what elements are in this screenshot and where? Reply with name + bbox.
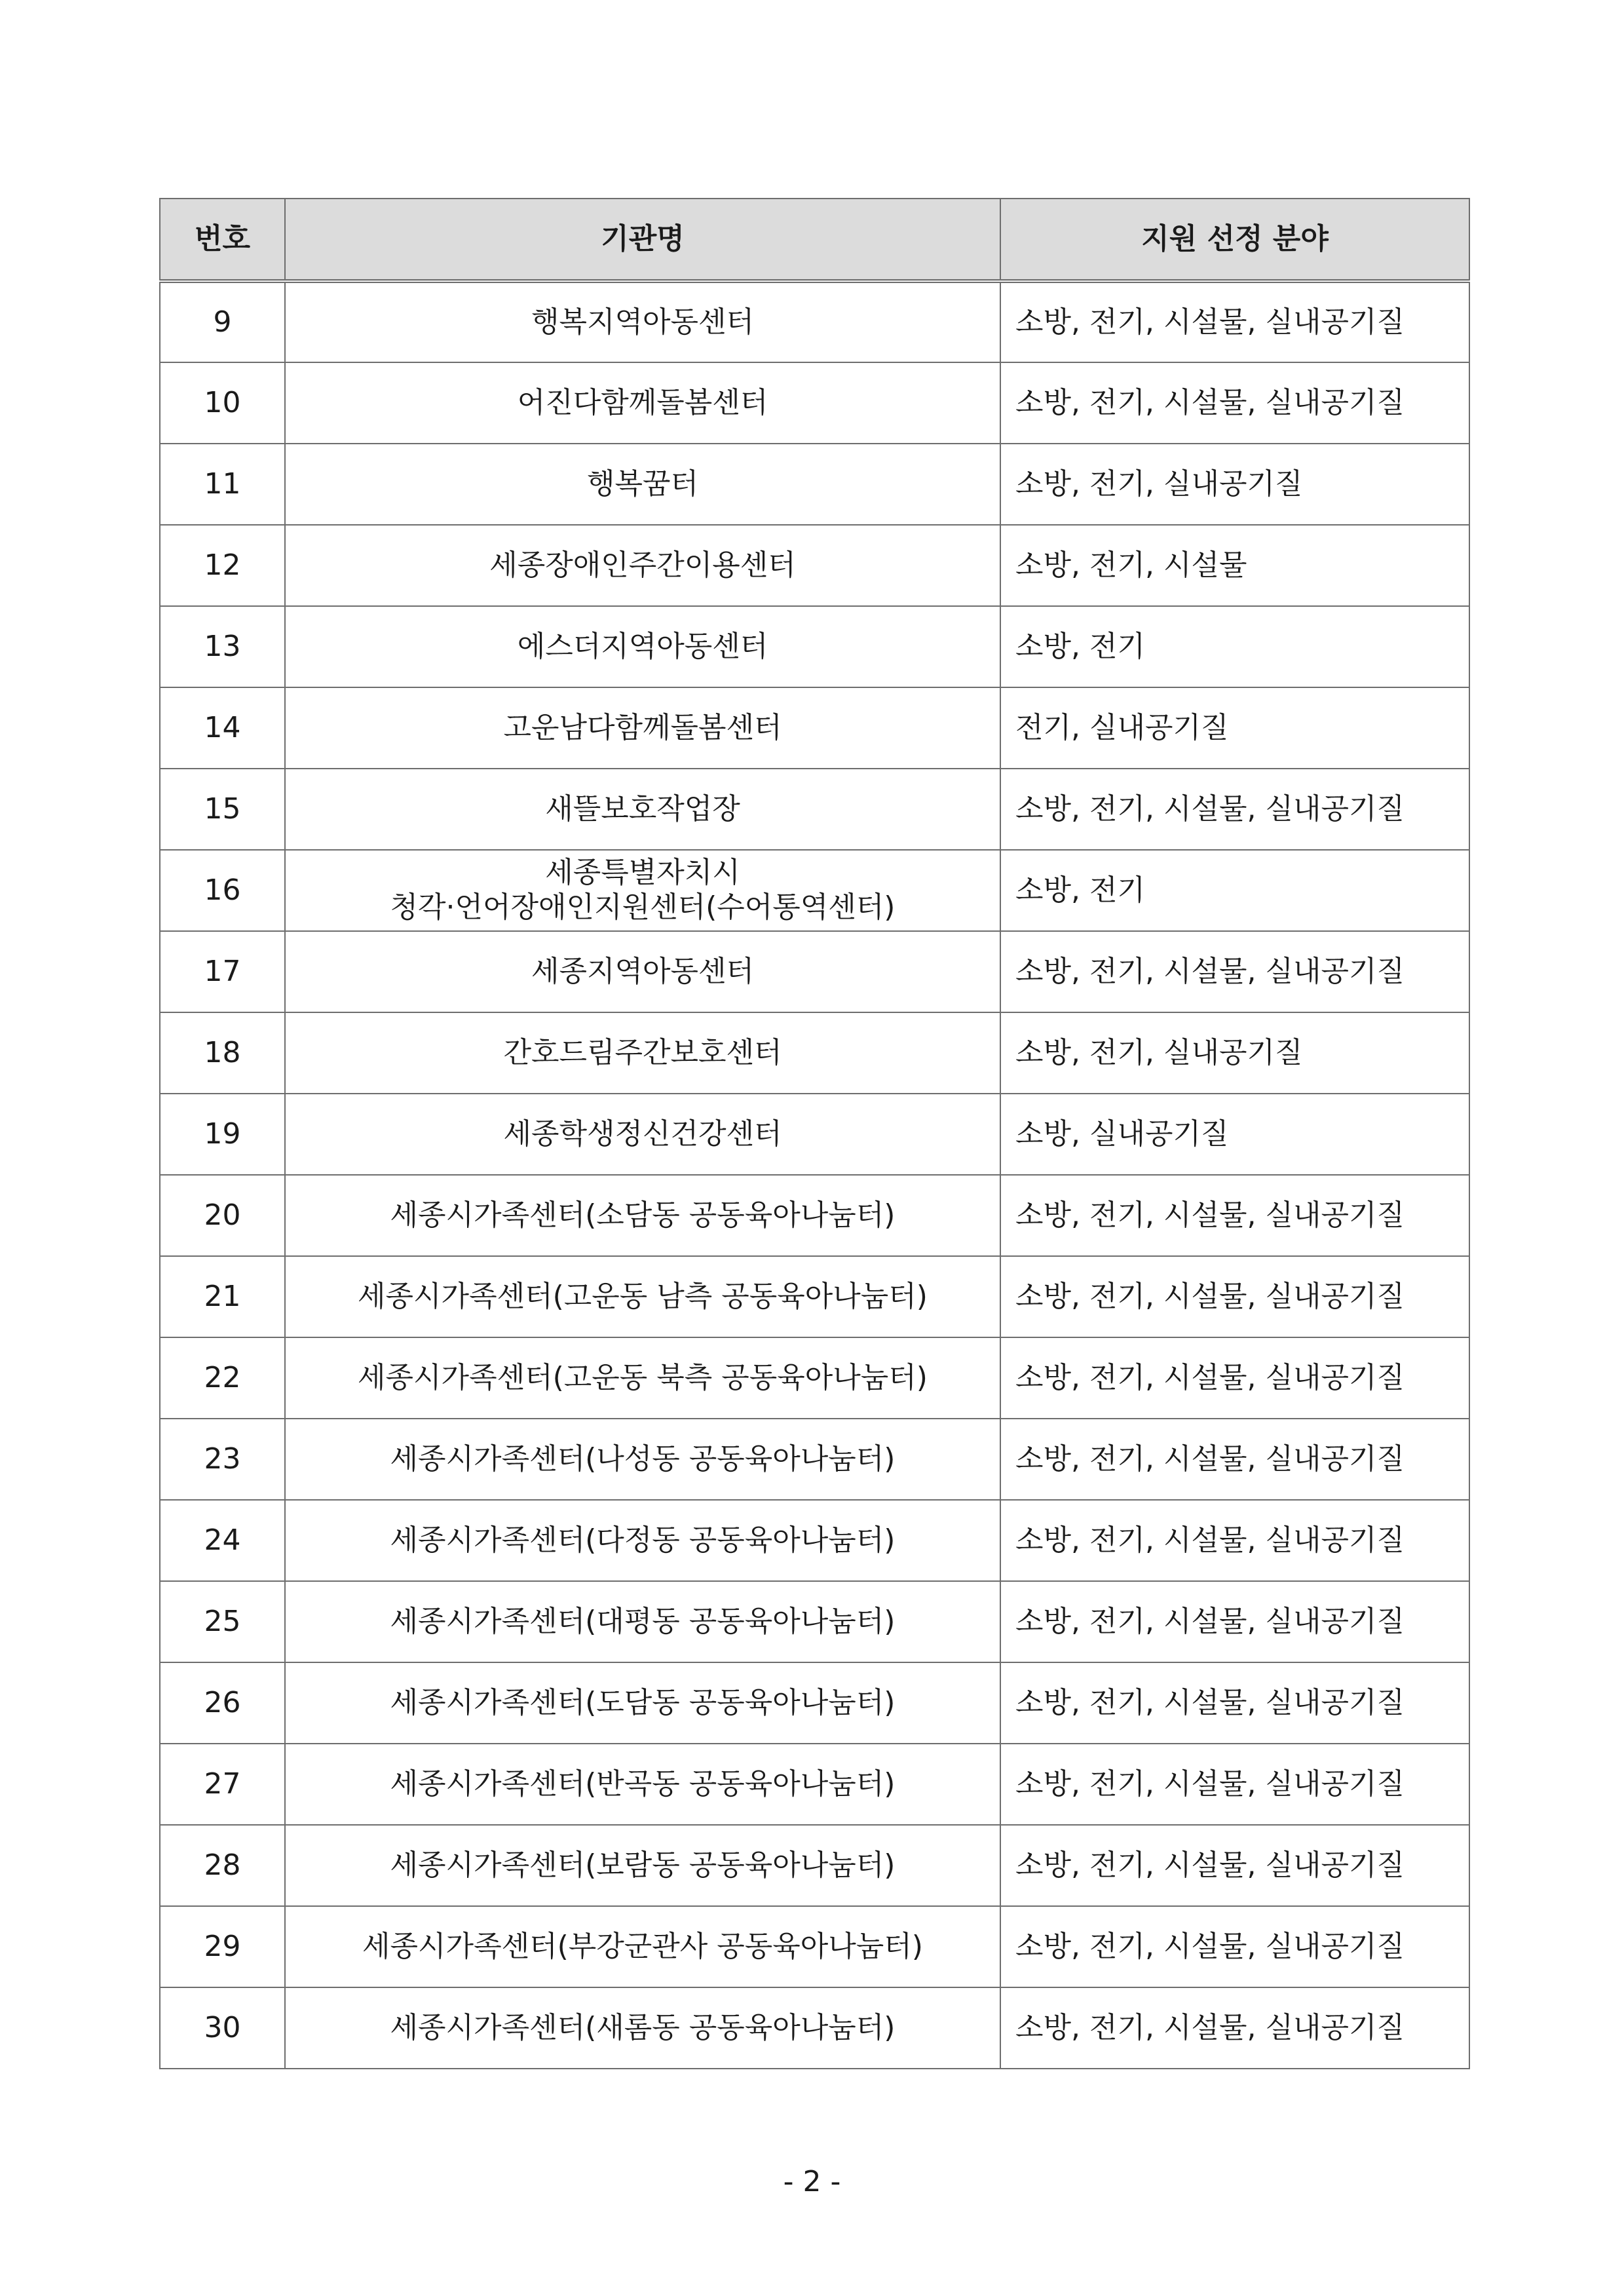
- table-row: [160, 1094, 1469, 1175]
- table-row: [160, 850, 1469, 931]
- institution-name-line: 행복꿈터: [586, 467, 698, 501]
- table-row: [160, 1012, 1469, 1094]
- table-row: [160, 1581, 1469, 1662]
- institution-name-line: 세종학생정신건강센터: [503, 1117, 782, 1151]
- institution-name-line: 세종시가족센터(새롬동 공동육아나눔터): [390, 2010, 896, 2044]
- table-row: [160, 1175, 1469, 1256]
- institution-name: [285, 769, 1000, 850]
- row-number: 20: [160, 1175, 285, 1256]
- table-row: [160, 281, 1469, 362]
- table-row: [160, 1256, 1469, 1337]
- header-institution: 기관명: [285, 199, 1000, 281]
- row-number: 19: [160, 1094, 285, 1175]
- row-number: 9: [160, 281, 285, 362]
- table-row: [160, 525, 1469, 606]
- support-field: 소방, 전기, 실내공기질: [1000, 1012, 1469, 1094]
- row-number: 29: [160, 1906, 285, 1987]
- row-number: 16: [160, 850, 285, 931]
- institution-name-line: 세종시가족센터(다정동 공동육아나눔터): [390, 1523, 896, 1557]
- institution-name-line: 어진다함께돌봄센터: [517, 385, 768, 419]
- support-field: 전기, 실내공기질: [1000, 687, 1469, 769]
- row-number: 21: [160, 1256, 285, 1337]
- row-number: 11: [160, 444, 285, 525]
- institution-name: [285, 1744, 1000, 1825]
- table-row: [160, 1906, 1469, 1987]
- support-field: 소방, 전기, 시설물, 실내공기질: [1000, 931, 1469, 1012]
- row-number: 10: [160, 362, 285, 444]
- table-row: [160, 1825, 1469, 1906]
- table-header: [160, 199, 1469, 281]
- institution-name-line: 세종특별자치시: [545, 856, 740, 890]
- row-number: 27: [160, 1744, 285, 1825]
- institution-name: [285, 1987, 1000, 2069]
- institution-name-line: 세종장애인주간이용센터: [489, 548, 796, 582]
- support-field: 소방, 전기, 시설물, 실내공기질: [1000, 1500, 1469, 1581]
- support-field: 소방, 전기, 시설물: [1000, 525, 1469, 606]
- institution-name: [285, 1419, 1000, 1500]
- table-row: [160, 1500, 1469, 1581]
- institution-name-line: 에스더지역아동센터: [517, 629, 768, 663]
- institution-name-line: 간호드림주간보호센터: [503, 1035, 782, 1069]
- institution-name: [285, 281, 1000, 362]
- institution-name: [285, 1094, 1000, 1175]
- institution-name: [285, 1581, 1000, 1662]
- row-number: 26: [160, 1662, 285, 1744]
- institution-name-line: 세종시가족센터(대평동 공동육아나눔터): [390, 1604, 896, 1638]
- row-number: 15: [160, 769, 285, 850]
- institution-name: [285, 1825, 1000, 1906]
- institution-name: [285, 1012, 1000, 1094]
- institution-name: [285, 931, 1000, 1012]
- support-field: 소방, 전기, 시설물, 실내공기질: [1000, 1662, 1469, 1744]
- institution-name: [285, 606, 1000, 687]
- support-field: 소방, 전기, 시설물, 실내공기질: [1000, 1581, 1469, 1662]
- support-selection-table: [159, 198, 1470, 2069]
- institution-name: [285, 687, 1000, 769]
- institution-name-line: 세종지역아동센터: [531, 954, 755, 988]
- row-number: 17: [160, 931, 285, 1012]
- table-row: [160, 606, 1469, 687]
- table-row: [160, 931, 1469, 1012]
- row-number: 22: [160, 1337, 285, 1419]
- support-field: 소방, 전기, 시설물, 실내공기질: [1000, 1175, 1469, 1256]
- institution-name: [285, 525, 1000, 606]
- row-number: 18: [160, 1012, 285, 1094]
- row-number: 12: [160, 525, 285, 606]
- institution-name-line: 청각·언어장애인지원센터(수어통역센터): [390, 890, 896, 924]
- institution-name: [285, 1175, 1000, 1256]
- table-row: [160, 362, 1469, 444]
- table-body: [160, 281, 1469, 2069]
- table-row: [160, 687, 1469, 769]
- header-number: 번호: [160, 199, 285, 281]
- institution-name-line: 세종시가족센터(보람동 공동육아나눔터): [390, 1848, 896, 1882]
- institution-name-line: 세종시가족센터(반곡동 공동육아나눔터): [390, 1767, 896, 1801]
- support-field: 소방, 전기, 시설물, 실내공기질: [1000, 1419, 1469, 1500]
- support-field: 소방, 전기: [1000, 606, 1469, 687]
- row-number: 23: [160, 1419, 285, 1500]
- support-field: 소방, 전기, 시설물, 실내공기질: [1000, 769, 1469, 850]
- institution-name: [285, 850, 1000, 931]
- support-field: 소방, 전기, 시설물, 실내공기질: [1000, 281, 1469, 362]
- institution-name-line: 세종시가족센터(도담동 공동육아나눔터): [390, 1685, 896, 1719]
- row-number: 14: [160, 687, 285, 769]
- support-field: 소방, 전기, 시설물, 실내공기질: [1000, 1337, 1469, 1419]
- row-number: 25: [160, 1581, 285, 1662]
- institution-name-line: 고운남다함께돌봄센터: [503, 710, 782, 744]
- support-field: 소방, 전기, 시설물, 실내공기질: [1000, 1987, 1469, 2069]
- table-row: [160, 1987, 1469, 2069]
- institution-name: [285, 1906, 1000, 1987]
- institution-name-line: 세종시가족센터(나성동 공동육아나눔터): [390, 1442, 896, 1476]
- institution-name: [285, 1337, 1000, 1419]
- institution-name-line: 새뜰보호작업장: [545, 792, 740, 826]
- institution-name: [285, 1662, 1000, 1744]
- institution-name: [285, 1256, 1000, 1337]
- table-row: [160, 1337, 1469, 1419]
- institution-name-line: 세종시가족센터(고운동 북측 공동육아나눔터): [358, 1360, 928, 1394]
- table-row: [160, 444, 1469, 525]
- table-row: [160, 1744, 1469, 1825]
- institution-name: [285, 1500, 1000, 1581]
- header-row: [160, 199, 1469, 281]
- institution-name-line: 세종시가족센터(소담동 공동육아나눔터): [390, 1198, 896, 1232]
- institution-name-line: 행복지역아동센터: [531, 305, 755, 339]
- institution-name-line: 세종시가족센터(고운동 남측 공동육아나눔터): [358, 1279, 928, 1313]
- support-field: 소방, 전기, 실내공기질: [1000, 444, 1469, 525]
- support-field: 소방, 실내공기질: [1000, 1094, 1469, 1175]
- support-field: 소방, 전기, 시설물, 실내공기질: [1000, 1744, 1469, 1825]
- header-field: 지원 선정 분야: [1000, 199, 1469, 281]
- support-field: 소방, 전기, 시설물, 실내공기질: [1000, 1906, 1469, 1987]
- row-number: 30: [160, 1987, 285, 2069]
- support-field: 소방, 전기, 시설물, 실내공기질: [1000, 1256, 1469, 1337]
- page-number: - 2 -: [783, 2165, 841, 2198]
- support-field: 소방, 전기: [1000, 850, 1469, 931]
- support-field: 소방, 전기, 시설물, 실내공기질: [1000, 362, 1469, 444]
- institution-name: [285, 444, 1000, 525]
- row-number: 13: [160, 606, 285, 687]
- row-number: 28: [160, 1825, 285, 1906]
- support-field: 소방, 전기, 시설물, 실내공기질: [1000, 1825, 1469, 1906]
- table-row: [160, 1662, 1469, 1744]
- institution-name-line: 세종시가족센터(부강군관사 공동육아나눔터): [362, 1929, 923, 1963]
- table-row: [160, 769, 1469, 850]
- institution-name: [285, 362, 1000, 444]
- row-number: 24: [160, 1500, 285, 1581]
- table-row: [160, 1419, 1469, 1500]
